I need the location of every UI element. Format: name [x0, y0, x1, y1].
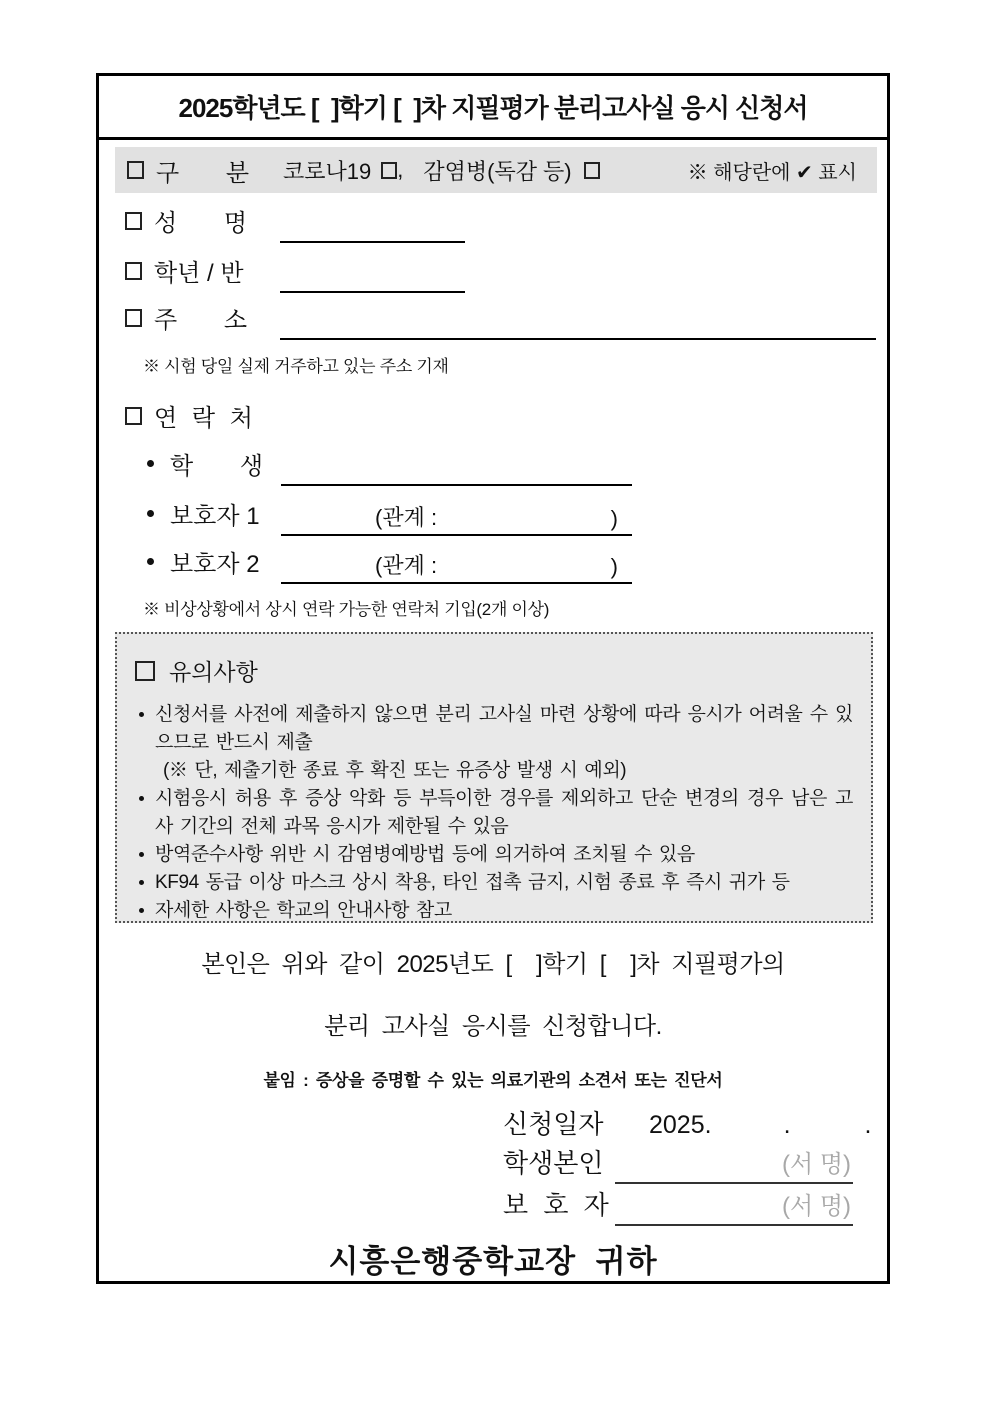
student-signature-line[interactable]: [615, 1148, 853, 1184]
category-option-infection-label: 감염병(독감 등): [423, 158, 572, 184]
bullet-icon: [147, 558, 154, 565]
bullet-icon: [139, 712, 144, 717]
contact-header-row: [125, 398, 253, 433]
category-label: 구 분: [156, 159, 250, 187]
declaration-line1: 본인은 위와 같이 2025년도 [ ]학기 [ ]차 지필평가의: [201, 951, 785, 978]
grade-label-wrap: [125, 253, 280, 288]
address-label: 주 소: [154, 307, 248, 334]
grade-label: 학년 / 반: [154, 260, 244, 287]
address-input-line[interactable]: [280, 301, 876, 340]
student-phone-line[interactable]: [281, 448, 632, 486]
notice-item: [135, 785, 853, 841]
address-note: ※ 시험 당일 실제 거주하고 있는 주소 기재: [143, 357, 449, 376]
notice-item-subtext: (※ 단, 제출기한 종료 후 확진 또는 유증상 발생 시 예외): [163, 760, 627, 781]
guardian-signature-line[interactable]: [615, 1190, 853, 1226]
student-label-wrap: [147, 446, 281, 481]
contact-header-label: 연 락 처: [154, 405, 253, 432]
student-signer-label: 학생본인: [503, 1148, 604, 1178]
category-row: [115, 147, 877, 193]
guardian1-label: 보호자 1: [170, 503, 260, 530]
bullet-icon: [147, 460, 154, 467]
notice-item-text: 신청서를 사전에 제출하지 않으면 분리 고사실 마련 상황에 따라 응시가 어려울 수 있으므로 반드시 제출: [155, 704, 853, 753]
name-label: 성 명: [154, 210, 248, 237]
name-input-line[interactable]: [280, 204, 465, 243]
attachment-note: 붙임 : 증상을 증명할 수 있는 의료기관의 소견서 또는 진단서: [263, 1071, 723, 1090]
notice-item: [135, 897, 853, 925]
relation-close-label: ): [610, 554, 618, 579]
notice-item: [135, 841, 853, 869]
square-bullet-icon: [125, 407, 142, 425]
declaration-line2: 분리 고사실 응시를 신청합니다.: [324, 1013, 662, 1040]
address-label-wrap: [125, 300, 280, 335]
relation-close-label: ): [610, 506, 618, 531]
bullet-icon: [139, 796, 144, 801]
address-row: [125, 301, 876, 340]
bullet-icon: [139, 852, 144, 857]
notice-header-row: [135, 654, 853, 687]
notice-item-text: 시험응시 허용 후 증상 악화 등 부득이한 경우를 제외하고 단순 변경의 경우 남은 고사 기간의 전체 과목 응시가 제한될 수 있음: [155, 788, 853, 837]
notice-item: [135, 701, 853, 785]
sign-here-label: (서 명): [781, 1151, 851, 1178]
guardian1-phone-line[interactable]: [281, 498, 632, 536]
category-option-covid-label: 코로나19: [283, 158, 372, 184]
square-bullet-icon: [125, 212, 142, 230]
recipient-line: 시흥은행중학교장 귀하: [328, 1244, 658, 1279]
guardian1-contact-row: [147, 498, 632, 536]
bullet-icon: [147, 510, 154, 517]
date-day-dot: .: [864, 1111, 872, 1139]
bullet-icon: [139, 908, 144, 913]
infection-checkbox[interactable]: [584, 162, 600, 179]
guardian2-label-wrap: [147, 544, 281, 579]
relation-open-label: (관계 :: [375, 553, 438, 578]
guardian-signature-row: [503, 1190, 853, 1226]
check-mark-note: ※ 해당란에 ✔ 표시: [687, 161, 857, 184]
square-bullet-icon: [127, 161, 144, 179]
guardian-signer-label: 보 호 자: [503, 1190, 609, 1220]
grade-input-line[interactable]: [280, 254, 465, 293]
application-date-row: [503, 1104, 871, 1141]
square-bullet-icon: [125, 262, 142, 280]
title-bar: [99, 76, 887, 140]
bullet-icon: [139, 880, 144, 885]
notice-list: [135, 701, 853, 925]
notice-item-text: 자세한 사항은 학교의 안내사항 참고: [155, 900, 452, 921]
notice-item-text: KF94 동급 이상 마스크 상시 착용, 타인 접촉 금지, 시험 종료 후 즉시 귀가 등: [155, 872, 790, 893]
square-bullet-icon: [125, 309, 142, 327]
relation-open-label: (관계 :: [375, 505, 438, 530]
guardian2-label: 보호자 2: [170, 551, 260, 578]
guardian1-label-wrap: [147, 496, 281, 531]
form-title: 2025학년도 [ ]학기 [ ]차 지필평가 분리고사실 응시 신청서: [178, 93, 808, 123]
sign-here-label: (서 명): [781, 1193, 851, 1220]
date-month-dot: .: [783, 1111, 791, 1139]
student-label: 학 생: [170, 453, 264, 480]
form-border-box: [96, 73, 890, 1284]
notice-item-text: 방역준수사항 위반 시 감염병예방법 등에 의거하여 조치될 수 있음: [155, 844, 695, 865]
grade-row: [125, 254, 465, 293]
square-bullet-icon: [135, 661, 155, 681]
guardian2-contact-row: [147, 546, 632, 584]
comma-text: ,: [397, 157, 404, 182]
notice-item: [135, 869, 853, 897]
contact-note: ※ 비상상황에서 상시 연락 가능한 연락처 기입(2개 이상): [143, 600, 550, 619]
notice-header-label: 유의사항: [169, 659, 258, 685]
date-year-value: 2025.: [649, 1111, 712, 1139]
date-label: 신청일자: [503, 1109, 604, 1139]
name-row: [125, 204, 465, 243]
student-signature-row: [503, 1148, 853, 1184]
name-label-wrap: [125, 203, 280, 238]
covid-checkbox[interactable]: [381, 162, 397, 179]
student-contact-row: [147, 448, 632, 486]
notice-box: [115, 632, 873, 923]
guardian2-phone-line[interactable]: [281, 546, 632, 584]
